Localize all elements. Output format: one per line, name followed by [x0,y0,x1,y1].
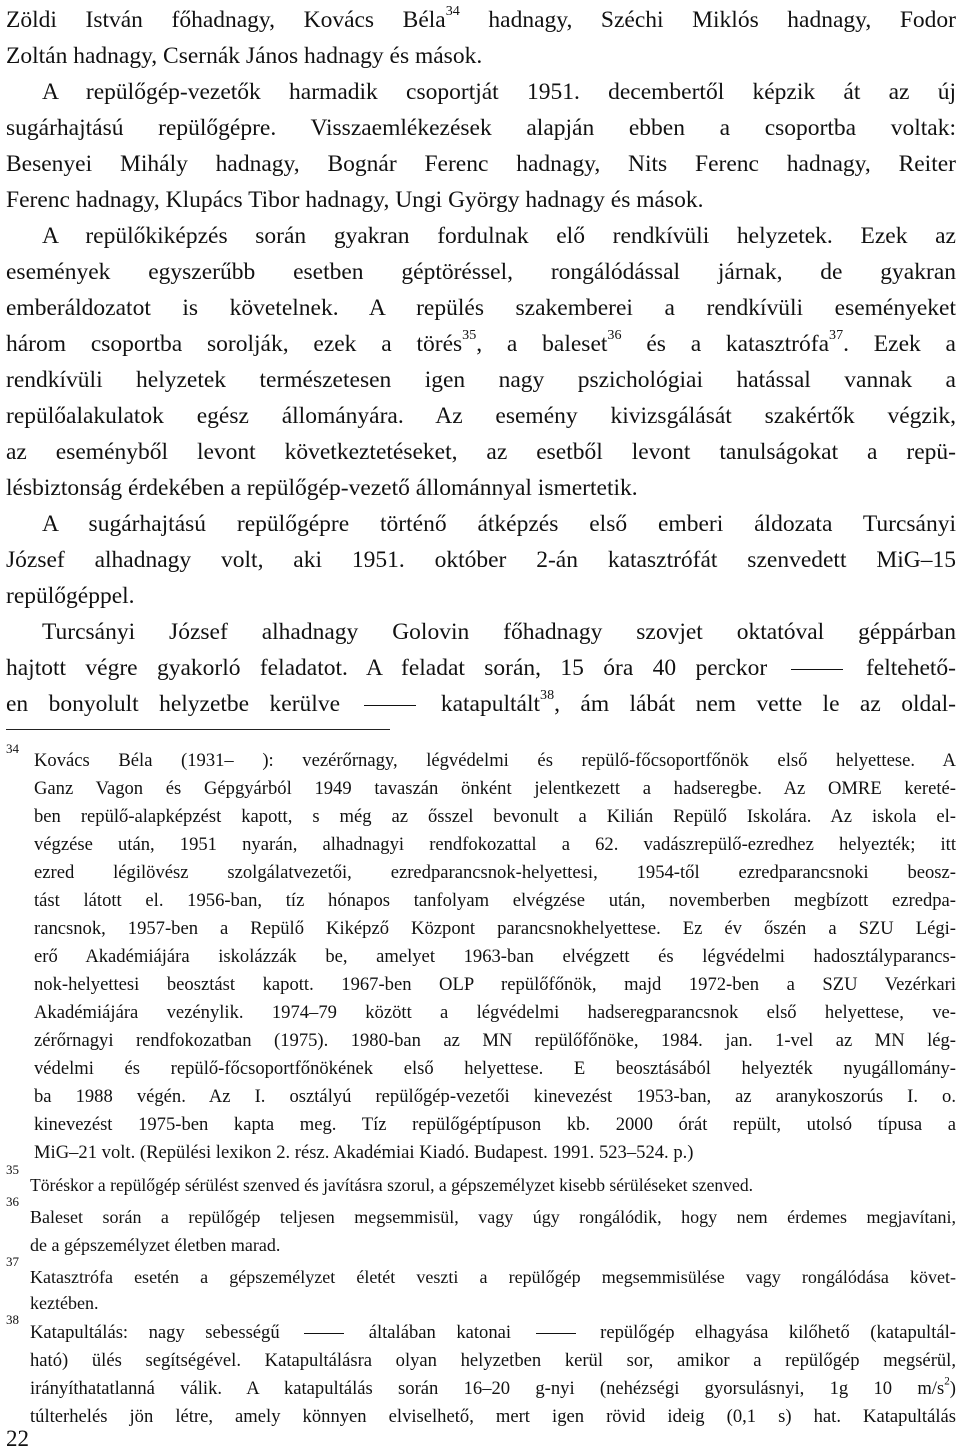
footnote-number: 38 [6,1312,19,1327]
footnote-line: ható) ülés segítségével. Katapultálásra olyan helyzetben kerül sor, amikor a repülőgép megsérül, [30,1350,956,1371]
text-line: repülőgéppel. [6,583,135,609]
footnote-line: végzése után, 1951 nyarán, alhadnagyi rendfokozattal a 62. vadászrepülő-ezredhez helyezték; itt [34,834,956,855]
footnote-line: ben repülő-alapképzést kapott, s még az ősszel bevonult a Kilián Repülő Iskolára. Az iskola el- [34,806,956,827]
footnote-line: nok-helyettesi beosztást kapott. 1967-ben OLP repülőfőnök, majd 1972-ben a SZU Vezérkari [34,974,956,995]
footnote-line: Akadémiájára vezénylik. 1974–79 között a légvédelmi hadseregparancsnok első helyettese, ve- [34,1002,956,1023]
footnote-number: 36 [6,1194,19,1209]
em-dash [364,705,416,706]
text-line: repülőalakulatok egész állományára. Az esemény kivizsgálását szakértők végzik, [6,403,956,429]
footnote-separator [6,729,390,730]
page-number: 22 [6,1426,29,1451]
footnote-line: Katapultálás: nagy sebességű általában katonai repülőgép elhagyása kilőhető (katapultál- [30,1322,956,1343]
footnote-line: de a gépszemélyzet életben marad. [30,1235,281,1255]
footnote-number: 34 [6,741,19,756]
text-line: emberáldozatot is követelnek. A repülés szakemberei a rendkívüli eseményeket [6,295,956,321]
text-line: Zoltán hadnagy, Csernák János hadnagy és mások. [6,43,483,69]
text-line: A sugárhajtású repülőgépre történő átképzés első emberi áldozata Turcsányi [42,511,956,537]
text-line: en bonyolult helyzetbe kerülve katapultált$^{38}$, ám lábát nem vette le az oldal- [6,687,957,717]
footnote-line: irányíthatatlanná válik. A katapultálás során 16–20 g-nyi (nehézségi gyorsulásnyi, 1g 10 $m/s^2$) [30,1375,956,1399]
text-line: rendkívüli helyzetek természetesen igen nagy pszichológiai hatással vannak a [6,367,956,393]
text-line: Zöldi István főhadnagy, Kovács Béla$^{34}$ hadnagy, Széchi Miklós hadnagy, Fodor [6,3,956,33]
footnote-number: 37 [6,1254,19,1269]
text-line: A repülőgép-vezetők harmadik csoportját 1951. decembertől képzik át az új [42,79,956,105]
em-dash [791,669,843,670]
footnote-line: Kovács Béla (1931– ): vezérőrnagy, légvédelmi és repülő-főcsoportfőnök első helyettese. A [34,750,956,771]
footnote-line: kinevezést 1975-ben kapta meg. Tíz repülőgéptípuson kb. 2000 órát repült, utolsó típusa a [34,1114,956,1135]
text-line: lésbiztonság érdekében a repülőgép-vezető állománnyal ismertetik. [6,475,638,501]
footnote-number: 35 [6,1162,19,1177]
em-dash [536,1333,576,1334]
footnote-line: ba 1988 végén. Az I. osztályú repülőgép-vezetői kinevezést 1953-ban, az aranykoszorús I. o. [34,1086,956,1107]
text-line: Ferenc hadnagy, Klupács Tibor hadnagy, Ungi György hadnagy és mások. [6,187,704,213]
footnote-line: zérőrnagyi rendfokozatban (1975). 1980-ban az MN repülőfőnöke, 1984. jan. 1-vel az MN lég- [34,1030,956,1051]
text-line: hajtott végre gyakorló feladatot. A feladat során, 15 óra 40 perckor feltehető- [6,655,956,681]
footnote-line: keztében. [30,1293,99,1313]
text-line: sugárhajtású repülőgépre. Visszaemlékezések alapján ebben a csoportba voltak: [6,115,956,141]
text-line: Turcsányi József alhadnagy Golovin főhadnagy szovjet oktatóval géppárban [42,619,956,645]
footnote-line: Ganz Vagon és Gépgyárból 1949 tavaszán önként jelentkezett a hadseregbe. Az OMRE kereté- [34,778,956,799]
footnote-line: védelmi és repülő-főcsoportfőnökének első helyettese. E beosztásából helyezték nyugállomány- [34,1058,956,1079]
footnote-line: túlterhelés jön létre, amely könnyen elviselhető, mert igen rövid ideig (0,1 s) hat. Katapultálás [30,1406,956,1427]
footnote-line: MiG–21 volt. (Repülési lexikon 2. rész. Akadémiai Kiadó. Budapest. 1991. 523–524. p.) [34,1142,694,1163]
text-line: három csoportba sorolják, ezek a törés$^{35}$, a baleset$^{36}$ és a katasztrófa$^{37}$. Ezek a [6,327,956,357]
footnote-line: Katasztrófa esetén a gépszemélyzet életét veszti a repülőgép megsemmisülése vagy rongálódása követ- [30,1267,956,1287]
footnote-line: rancsnok, 1957-ben a Repülő Kiképző Központ parancsnokhelyettese. Ez év őszén a SZU Légi- [34,918,956,939]
footnote-line: tást látott el. 1956-ban, tíz hónapos tanfolyam elvégzése után, novemberben megbízott ezredpa- [34,890,956,911]
text-line: A repülőkiképzés során gyakran fordulnak elő rendkívüli helyzetek. Ezek az [42,223,956,249]
em-dash [304,1333,344,1334]
footnote-line: ezred légilövész szolgálatvezetői, ezredparancsnok-helyettesi, 1954-től ezredparancsnoki beosz- [34,862,956,883]
footnote-line: erő Akadémiájára iskolázzák be, amelyet 1963-ban elvégzett és légvédelmi hadosztályparancs- [34,946,956,967]
text-line: az eseményből levont következtetéseket, az esetből levont tanulságokat a repü- [6,439,956,465]
footnote-line: Baleset során a repülőgép teljesen megsemmisül, vagy úgy rongálódik, hogy nem érdemes megjavítani, [30,1207,956,1227]
text-line: József alhadnagy volt, aki 1951. október 2-án katasztrófát szenvedett MiG–15 [6,547,956,573]
text-line: események egyszerűbb esetben géptöréssel, rongálódással járnak, de gyakran [6,259,956,285]
text-line: Besenyei Mihály hadnagy, Bognár Ferenc hadnagy, Nits Ferenc hadnagy, Reiter [6,151,956,177]
footnote-line: Töréskor a repülőgép sérülést szenved és javításra szorul, a gépszemélyzet kisebb sérüléseket szenved. [30,1175,754,1195]
